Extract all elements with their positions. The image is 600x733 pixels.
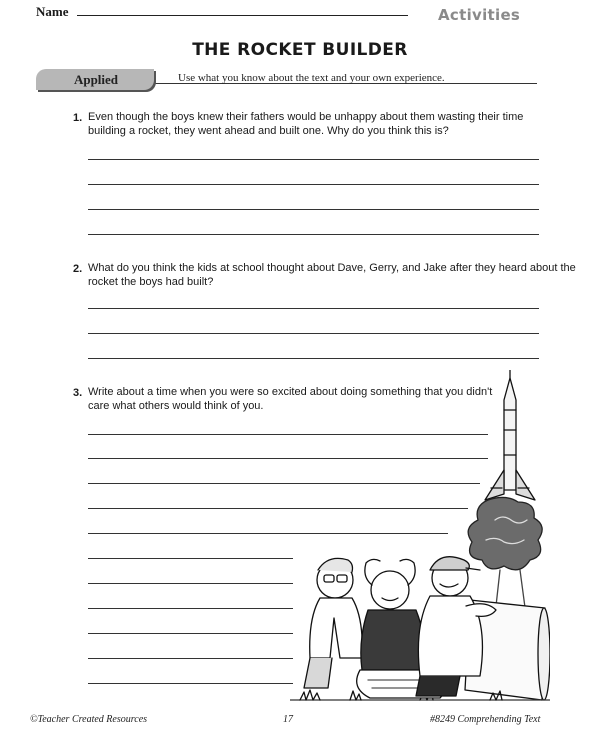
answer-line[interactable] <box>88 184 539 185</box>
page-title: THE ROCKET BUILDER <box>192 40 408 60</box>
answer-line[interactable] <box>88 358 539 359</box>
baseball-cap <box>430 557 469 570</box>
answer-line[interactable] <box>88 583 293 584</box>
answer-line[interactable] <box>88 633 293 634</box>
boy-middle-body <box>361 610 424 670</box>
rocket-launch-boys-illustration <box>290 370 550 710</box>
footer-publisher: ©Teacher Created Resources <box>30 714 148 725</box>
question-1-number: 1. <box>73 112 83 124</box>
answer-line[interactable] <box>88 209 539 210</box>
question-3-text-line2: care what others would think of you. <box>88 400 264 412</box>
answer-line[interactable] <box>88 308 539 309</box>
exhaust-smoke <box>468 497 542 569</box>
question-2-text-line1: What do you think the kids at school thought about Dave, Gerry, and Jake after they heard about the <box>88 262 576 274</box>
question-2-number: 2. <box>73 263 83 275</box>
section-tag: Activities <box>438 6 521 24</box>
answer-line[interactable] <box>88 658 293 659</box>
rocket-body <box>504 378 516 490</box>
answer-line[interactable] <box>88 683 293 684</box>
applied-tag-label: Applied <box>73 72 119 87</box>
question-1-text-line2: building a rocket, they went ahead and built one. Why do you think this is? <box>88 125 449 137</box>
question-3-number: 3. <box>73 387 83 399</box>
boy-middle-head <box>371 571 409 609</box>
question-3-text-line1: Write about a time when you were so excited about doing something that you didn't <box>88 386 493 398</box>
name-write-line[interactable] <box>77 15 408 16</box>
rocket-fin <box>485 470 504 500</box>
answer-line[interactable] <box>88 333 539 334</box>
answer-line[interactable] <box>88 159 539 160</box>
footer-page-number: 17 <box>283 714 293 725</box>
footer-book-title: #8249 Comprehending Text <box>430 714 541 725</box>
answer-line[interactable] <box>88 608 293 609</box>
rocket-fin <box>516 470 535 500</box>
question-1-text-line1: Even though the boys knew their fathers would be unhappy about them wasting their time <box>88 111 524 123</box>
instruction-text: Use what you know about the text and your own experience. <box>178 72 445 84</box>
boy-left-body <box>310 598 363 658</box>
question-2-text-line2: rocket the boys had built? <box>88 276 214 288</box>
answer-line[interactable] <box>88 234 539 235</box>
name-label: Name <box>36 4 69 19</box>
answer-line[interactable] <box>88 558 293 559</box>
